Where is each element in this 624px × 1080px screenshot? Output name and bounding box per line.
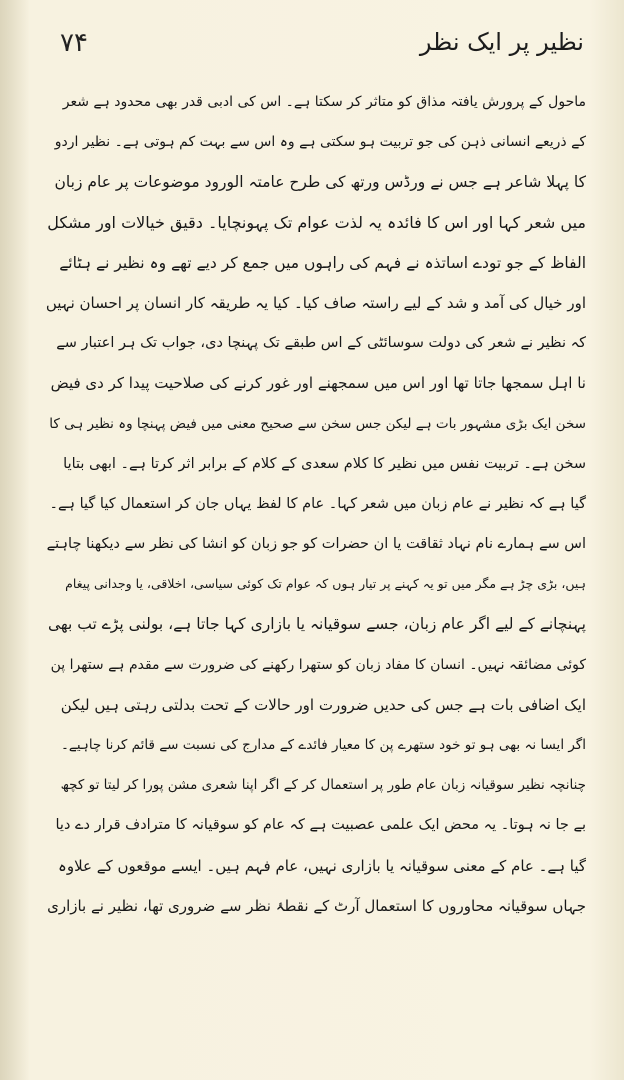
text-line: نا اہل سمجھا جاتا تھا اور اس میں سمجھنے اور غور کرنے کی صلاحیت پیدا کر دی فیض xyxy=(50,374,586,393)
text-line: اگر ایسا نہ بھی ہو تو خود ستھرے پن کا معیار فائدے کے مدارج کی نسبت سے قائم کرنا چاہیے۔ xyxy=(61,737,586,753)
text-line: چنانچہ نظیر سوقیانہ زبان عام طور پر استعمال کر کے اگر اپنا شعری مشن پورا کر لیتا تو کچھ xyxy=(60,777,586,794)
page-gutter-shadow xyxy=(0,0,30,1080)
page-header xyxy=(60,28,584,68)
text-line: اور خیال کی آمد و شد کے لیے راستہ صاف کیا۔ کیا یہ طریقہ کار انسان پر احسان نہیں xyxy=(46,293,586,312)
text-line: پہنچانے کے لیے اگر عام زبان، جسے سوقیانہ یا بازاری کہا جاتا ہے، بولنی پڑے تب بھی xyxy=(47,615,586,634)
text-line: میں شعر کہا اور اس کا فائدہ یہ لذت عوام تک پہونچایا۔ دقیق خیالات اور مشکل xyxy=(47,212,586,232)
text-line: گیا ہے کہ نظیر نے عام زبان میں شعر کہا۔ عام کا لفظ یہاں جان کر استعمال کیا گیا ہے۔ xyxy=(49,495,586,512)
page-number: ۷۴ xyxy=(60,28,88,58)
text-line: سخن ایک بڑی مشہور بات ہے لیکن جس سخن سے صحیح معنی میں فیض پہنچا وہ نظیر ہی کا xyxy=(49,415,586,432)
text-line: کا پہلا شاعر ہے جس نے ورڈس ورتھ کی طرح عامتہ الورود موضوعات پر عام زبان xyxy=(54,173,586,192)
text-line: ماحول کے پرورش یافتہ مذاق کو متاثر کر سکتا ہے۔ اس کی ادبی قدر بھی محدود ہے شعر xyxy=(62,94,586,110)
text-line: بے جا نہ ہوتا۔ یہ محض ایک علمی عصبیت ہے کہ عام کو سوقیانہ کا مترادف قرار دے دیا xyxy=(55,817,586,834)
text-line: الفاظ کے جو تودے اساتذہ نے فہم کی راہوں میں جمع کر دیے تھے وہ نظیر نے ہٹائے xyxy=(59,253,586,272)
text-line: کہ نظیر نے شعر کی دولت سوسائٹی کے اس طبقے تک پہنچا دی، جواب تک ہر اعتبار سے xyxy=(56,335,586,352)
text-line: کوئی مضائقہ نہیں۔ انسان کا مفاد زبان کو ستھرا رکھنے کی ضرورت سے مقدم ہے ستھرا پن xyxy=(50,656,586,673)
text-line: اس سے ہمارے نام نہاد ثقاقت یا ان حضرات کو جو زبان کو انشا کی نظر سے دیکھنا چاہتے xyxy=(46,536,586,553)
text-line: ہیں، بڑی چڑ ہے مگر میں تو یہ کہنے پر تیار ہوں کہ عوام تک کوئی سیاسی، اخلاقی، یا وجدانی پیغام xyxy=(65,576,586,592)
body-text xyxy=(46,82,586,926)
text-line: سخن ہے۔ تربیت نفس میں نظیر کا کلام سعدی کے کلام کے برابر اثر کرتا ہے۔ ابھی بتایا xyxy=(63,455,586,472)
text-line: جہاں سوقیانہ محاوروں کا استعمال آرٹ کے نقطۂ نظر سے ضروری تھا، نظیر نے بازاری xyxy=(47,896,586,915)
running-head: نظیر پر ایک نظر xyxy=(419,28,584,56)
text-line: کے ذریعے انسانی ذہن کی جو تربیت ہو سکتی ہے وہ اس سے بہت کم ہوتی ہے۔ نظیر اردو xyxy=(54,134,586,151)
text-line: ایک اضافی بات ہے جس کی حدیں ضرورت اور حالات کے تحت بدلتی رہتی ہیں لیکن xyxy=(60,695,586,714)
text-line: گیا ہے۔ عام کے معنی سوقیانہ یا بازاری نہیں، عام فہم ہیں۔ ایسے موقعوں کے علاوہ xyxy=(58,856,586,875)
